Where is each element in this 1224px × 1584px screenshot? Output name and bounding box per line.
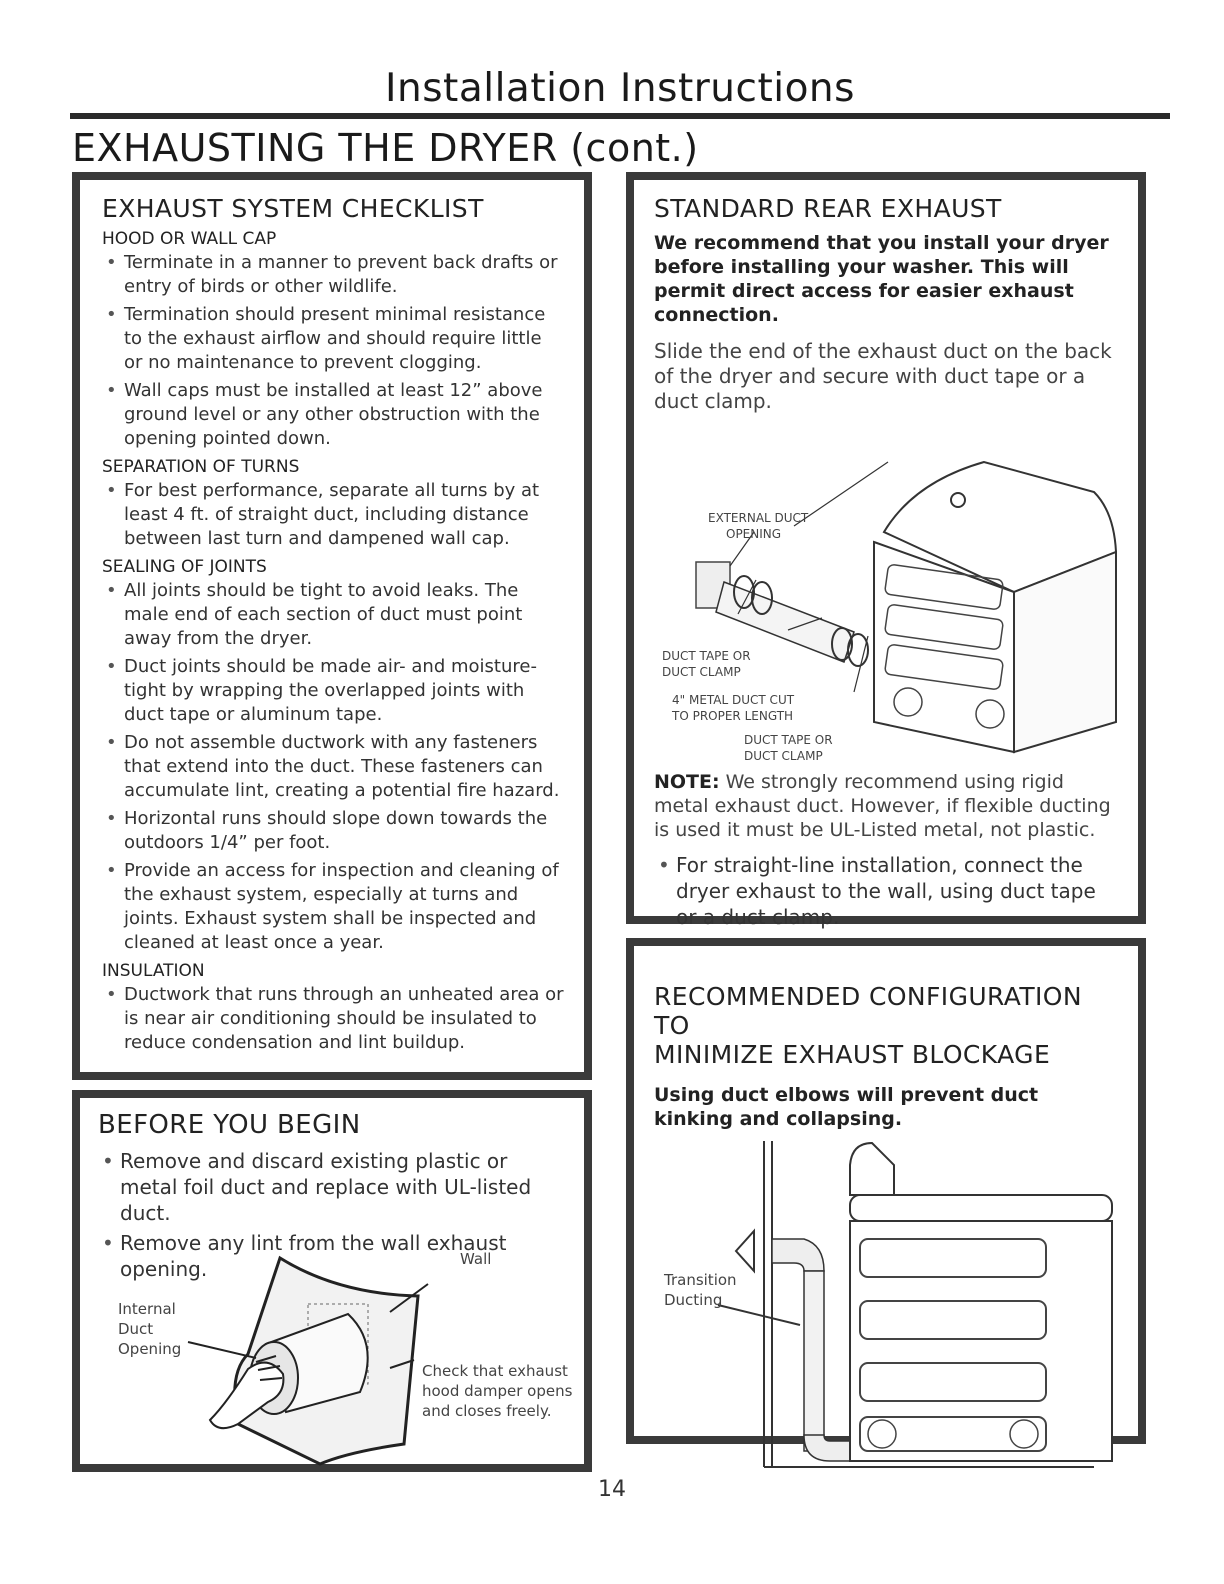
transition-leader	[718, 1305, 800, 1325]
checklist-groups	[102, 229, 564, 1055]
checklist-item: • For best performance, separate all turns by at least 4 ft. of straight duct, including distance between last turn and dampened wall cap.	[102, 479, 564, 551]
before-item: • Remove and discard existing plastic or metal foil duct and replace with UL-listed duct.	[98, 1148, 566, 1226]
note-text: We strongly recommend using rigid metal exhaust duct. However, if flexible ducting is used it must be UL-Listed metal, not plastic.	[654, 771, 1111, 841]
duct-elbow-top	[772, 1239, 824, 1271]
checklist-item: • Ductwork that runs through an unheated area or is near air conditioning should be insulated to reduce condensation and lint buildup.	[102, 983, 564, 1055]
checklist-subheading: INSULATION	[102, 961, 205, 981]
checklist-item: • Wall caps must be installed at least 12” above ground level or any other obstruction with the opening pointed down.	[102, 379, 564, 451]
checklist-item: • Provide an access for inspection and cleaning of the exhaust system, especially at turns and joints. Exhaust system shall be inspected and cleaned at least once a year.	[102, 859, 564, 955]
wall-duct-illustration	[98, 1234, 573, 1454]
label-tape2-1: DUCT TAPE OR	[744, 733, 833, 747]
label-tape1-1: DUCT TAPE OR	[662, 649, 751, 663]
label-external-2: OPENING	[726, 527, 782, 541]
config-intro: Using duct elbows will prevent duct kinking and collapsing.	[654, 1084, 1039, 1130]
control-knob	[951, 493, 965, 507]
header-rule	[70, 113, 1170, 119]
label-wall: Wall	[460, 1250, 492, 1268]
label-transition-1: Transition	[664, 1271, 737, 1289]
label-internal-3: Opening	[118, 1340, 182, 1358]
config-title-2: MINIMIZE EXHAUST BLOCKAGE	[654, 1040, 1051, 1069]
label-metal-2: TO PROPER LENGTH	[672, 709, 794, 723]
dryer-body	[850, 1221, 1112, 1461]
label-internal-2: Duct	[118, 1320, 154, 1338]
label-transition-2: Ducting	[664, 1291, 723, 1309]
label-check-1: Check that exhaust	[422, 1362, 568, 1380]
checklist-item: • All joints should be tight to avoid leaks. The male end of each section of duct must point away from the dryer.	[102, 579, 564, 651]
config-box	[626, 938, 1146, 1444]
label-external-1: EXTERNAL DUCT	[708, 511, 809, 525]
checklist-list	[102, 251, 564, 451]
label-tape2-2: DUCT CLAMP	[744, 749, 823, 763]
vent-hood	[736, 1231, 754, 1271]
checklist-item: • Do not assemble ductwork with any fasteners that extend into the duct. These fasteners can accumulate lint, creating a potential fire hazard.	[102, 731, 564, 803]
label-check-2: hood damper opens	[422, 1382, 573, 1400]
before-item: • Remove any lint from the wall exhaust opening.	[98, 1230, 566, 1282]
dryer-console	[850, 1143, 894, 1195]
checklist-subheading: HOOD OR WALL CAP	[102, 229, 277, 249]
duct-elbow-bottom	[804, 1435, 854, 1461]
configuration-diagram	[654, 1135, 1124, 1475]
duct-vertical	[804, 1271, 824, 1451]
checklist-list	[102, 983, 564, 1055]
checklist-item: • Duct joints should be made air- and moisture-tight by wrapping the overlapped joints with duct tape or aluminum tape.	[102, 655, 564, 727]
rear-title: STANDARD REAR EXHAUST	[654, 194, 1002, 223]
rear-body: Slide the end of the exhaust duct on the back of the dryer and secure with duct tape or a duct clamp.	[654, 339, 1112, 413]
label-tape1-2: DUCT CLAMP	[662, 665, 741, 679]
page-header: Installation Instructions	[385, 66, 855, 111]
checklist-list	[102, 479, 564, 551]
checklist-item: • Horizontal runs should slope down towards the outdoors 1/4” per foot.	[102, 807, 564, 855]
before-title: BEFORE YOU BEGIN	[98, 1110, 361, 1140]
label-metal-1: 4" METAL DUCT CUT	[672, 693, 795, 707]
rear-box	[626, 172, 1146, 929]
checklist-box	[72, 172, 592, 1080]
config-title-1: RECOMMENDED CONFIGURATION TO	[654, 982, 1082, 1040]
internal-leader	[188, 1342, 256, 1358]
checklist-list	[102, 579, 564, 955]
label-internal-1: Internal	[118, 1300, 176, 1318]
before-box	[72, 1090, 592, 1472]
checklist-item: • Termination should present minimal resistance to the exhaust airflow and should require little or no maintenance to prevent clogging.	[102, 303, 564, 375]
checklist-subheading: SEALING OF JOINTS	[102, 557, 267, 577]
dryer-top	[850, 1195, 1112, 1221]
label-check-3: and closes freely.	[422, 1402, 552, 1420]
checklist-title: EXHAUST SYSTEM CHECKLIST	[102, 194, 484, 223]
checklist-subheading: SEPARATION OF TURNS	[102, 457, 300, 477]
rear-note	[654, 770, 1120, 842]
section-title: EXHAUSTING THE DRYER (cont.)	[72, 126, 699, 170]
checklist-item: • Terminate in a manner to prevent back drafts or entry of birds or other wildlife.	[102, 251, 564, 299]
note-label: NOTE:	[654, 771, 720, 793]
rear-exhaust-diagram	[654, 422, 1124, 763]
rear-intro: We recommend that you install your dryer before installing your washer. This will permit direct access for easier exhaust connection.	[654, 232, 1109, 326]
rear-list	[654, 852, 1120, 930]
page-number: 14	[598, 1477, 626, 1502]
rear-item: • For straight-line installation, connect the dryer exhaust to the wall, using duct tape or a duct clamp.	[654, 852, 1120, 930]
